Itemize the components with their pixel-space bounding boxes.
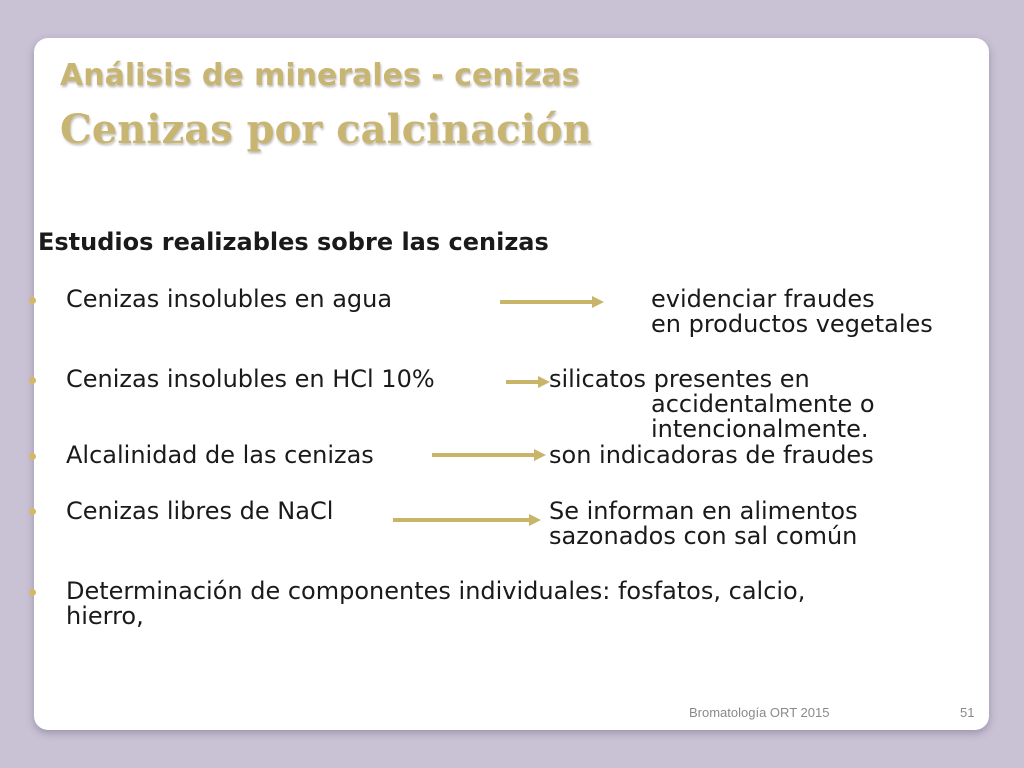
bullet-dot	[29, 508, 36, 515]
item-result: silicatos presentes en	[549, 365, 810, 393]
slide	[34, 38, 989, 730]
bullet-dot	[29, 589, 36, 596]
right-arrow-icon	[430, 447, 550, 463]
item-result: Se informan en alimentos	[549, 497, 858, 525]
item-result: en productos vegetales	[651, 310, 933, 338]
right-arrow-icon	[391, 512, 546, 528]
item-label: Cenizas libres de NaCl	[66, 497, 334, 525]
item-label: Determinación de componentes individuales: fosfatos, calcio,	[66, 577, 806, 605]
bullet-dot	[29, 297, 36, 304]
item-result: evidenciar fraudes	[651, 285, 875, 313]
item-label: Alcalinidad de las cenizas	[66, 441, 374, 469]
right-arrow-icon	[498, 294, 608, 310]
right-arrow-icon	[504, 374, 554, 390]
item-label: Cenizas insolubles en HCl 10%	[66, 365, 435, 393]
section-heading: Estudios realizables sobre las cenizas	[38, 228, 549, 256]
slide-subtitle: Cenizas por calcinación	[60, 106, 592, 153]
item-result: accidentalmente o	[651, 390, 875, 418]
item-result: sazonados con sal común	[549, 522, 858, 550]
item-label: Cenizas insolubles en agua	[66, 285, 393, 313]
item-label: hierro,	[66, 602, 144, 630]
item-result: son indicadoras de fraudes	[549, 441, 874, 469]
item-result: intencionalmente.	[651, 415, 869, 443]
page-number: 51	[960, 705, 975, 720]
bullet-dot	[29, 377, 36, 384]
slide-title: Análisis de minerales - cenizas	[60, 58, 580, 93]
footer-course: Bromatología ORT 2015	[689, 705, 830, 720]
bullet-dot	[29, 453, 36, 460]
